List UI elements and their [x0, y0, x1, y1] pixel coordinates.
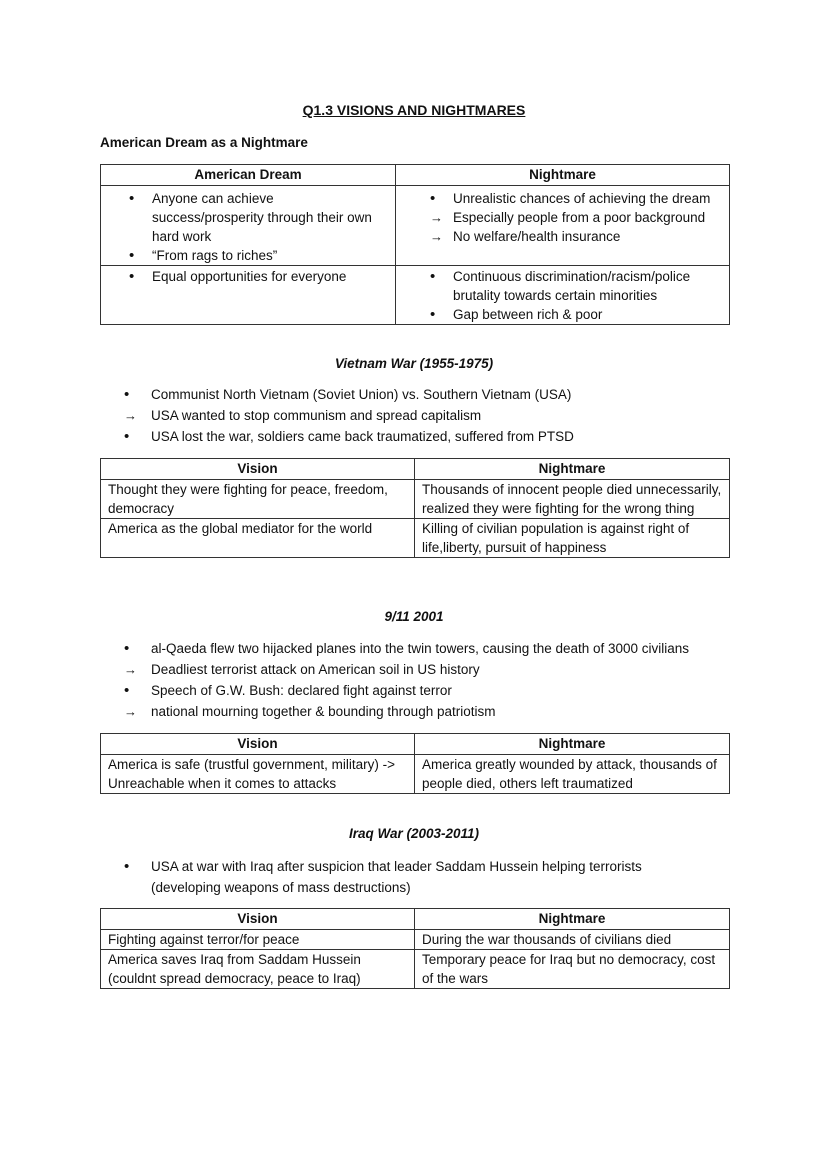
table-cell: Killing of civilian population is against right of life,liberty, pursuit of happiness	[415, 519, 730, 558]
table-row	[101, 950, 730, 989]
list-item: → USA wanted to stop communism and spread capitalism	[100, 405, 750, 426]
list-item: → national mourning together & bounding through patriotism	[100, 701, 750, 722]
section-title-iraq: Iraq War (2003-2011)	[348, 826, 480, 841]
table-row	[101, 519, 730, 558]
nine-eleven-vision-nightmare-table	[100, 733, 730, 794]
list-item: • “From rags to riches”	[101, 246, 381, 265]
table-cell: America as the global mediator for the world	[101, 519, 415, 558]
iraq-bullet-list	[100, 856, 700, 898]
table-cell	[396, 266, 730, 325]
list-item: • Anyone can achieve success/prosperity through their own hard work	[101, 189, 381, 246]
table-cell	[101, 266, 396, 325]
section-title-9-11: 9/11 2001	[384, 609, 444, 624]
table-cell: America saves Iraq from Saddam Hussein (couldnt spread democracy, peace to Iraq)	[101, 950, 415, 989]
table-cell: America greatly wounded by attack, thousands of people died, others left traumatized	[415, 755, 730, 794]
list-item: • Gap between rich & poor	[402, 305, 723, 324]
nine-eleven-bullet-list	[100, 638, 750, 722]
table-row	[101, 480, 730, 519]
table-header-nightmare: Nightmare	[396, 165, 730, 186]
table-header-nightmare: Nightmare	[415, 909, 730, 930]
table-cell: Temporary peace for Iraq but no democracy, cost of the wars	[415, 950, 730, 989]
list-item: → No welfare/health insurance	[402, 227, 729, 246]
iraq-vision-nightmare-table	[100, 908, 730, 989]
list-item: → Deadliest terrorist attack on American soil in US history	[100, 659, 750, 680]
list-item: • Equal opportunities for everyone	[101, 267, 395, 286]
table-row	[101, 930, 730, 950]
table-cell: Thought they were fighting for peace, freedom, democracy	[101, 480, 415, 519]
page-title: Q1.3 VISIONS AND NIGHTMARES	[302, 102, 526, 118]
vietnam-bullet-list	[100, 384, 750, 447]
vietnam-vision-nightmare-table	[100, 458, 730, 558]
table-cell: Thousands of innocent people died unnecessarily, realized they were fighting for the wrong thing	[415, 480, 730, 519]
list-item: • Continuous discrimination/racism/police brutality towards certain minorities	[402, 267, 723, 305]
table-header-vision: Vision	[101, 734, 415, 755]
table-header-vision: Vision	[101, 909, 415, 930]
american-dream-table	[100, 164, 730, 325]
list-item: • al-Qaeda flew two hijacked planes into the twin towers, causing the death of 3000 civilians	[100, 638, 750, 659]
section-heading-american-dream: American Dream as a Nightmare	[100, 135, 308, 150]
table-row	[101, 755, 730, 794]
list-item: • Speech of G.W. Bush: declared fight against terror	[100, 680, 750, 701]
table-cell	[396, 186, 730, 266]
table-header-nightmare: Nightmare	[415, 734, 730, 755]
table-cell: America is safe (trustful government, military) -> Unreachable when it comes to attacks	[101, 755, 415, 794]
list-item: • Unrealistic chances of achieving the dream	[402, 189, 729, 208]
table-cell: During the war thousands of civilians died	[415, 930, 730, 950]
table-header-nightmare: Nightmare	[415, 459, 730, 480]
table-header-vision: Vision	[101, 459, 415, 480]
list-item: • USA at war with Iraq after suspicion that leader Saddam Hussein helping terrorists (developing weapons of mass destructions)	[100, 856, 700, 898]
list-item: → Especially people from a poor background	[402, 208, 729, 227]
table-header-american-dream: American Dream	[101, 165, 396, 186]
list-item: • USA lost the war, soldiers came back traumatized, suffered from PTSD	[100, 426, 750, 447]
table-cell: Fighting against terror/for peace	[101, 930, 415, 950]
list-item: • Communist North Vietnam (Soviet Union) vs. Southern Vietnam (USA)	[100, 384, 750, 405]
section-title-vietnam: Vietnam War (1955-1975)	[334, 356, 494, 371]
table-cell	[101, 186, 396, 266]
